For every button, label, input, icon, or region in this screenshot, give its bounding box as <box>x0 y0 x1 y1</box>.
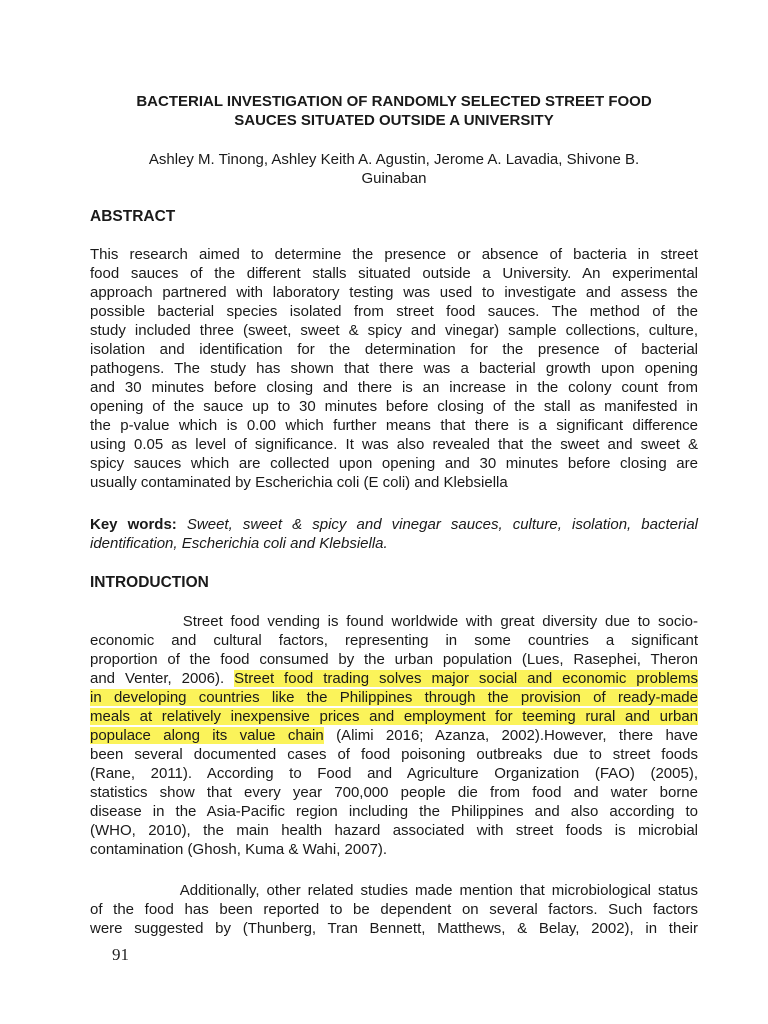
abstract-line: and 30 minutes before closing and there is an increase in the colony count from <box>90 379 698 396</box>
highlighted-text: in developing countries like the Philippines through the provision of ready-made <box>90 689 698 706</box>
abstract-heading: ABSTRACT <box>90 208 176 225</box>
abstract-line: possible bacterial species isolated from street food sauces. The method of the <box>90 303 698 320</box>
additional-paragraph <box>90 881 698 938</box>
intro-line <box>90 726 698 745</box>
paper-title-line-1: BACTERIAL INVESTIGATION OF RANDOMLY SELECTED STREET FOOD <box>136 93 652 110</box>
author-list-line-2: Guinaban <box>361 170 427 187</box>
introduction-heading: INTRODUCTION <box>90 574 209 591</box>
abstract-paragraph <box>90 245 698 492</box>
abstract-line: using 0.05 as level of significance. It was also revealed that the sweet and sweet & <box>90 436 698 453</box>
keywords-label: Key words: <box>90 516 177 533</box>
intro-line <box>90 707 698 726</box>
intro-line: statistics show that every year 700,000 people die from food and water borne <box>90 784 698 801</box>
additional-line: were suggested by (Thunberg, Tran Bennett, Matthews, & Belay, 2002), in their <box>90 920 698 937</box>
intro-line: been several documented cases of food poisoning outbreaks due to street foods <box>90 746 698 763</box>
intro-line: Street food vending is found worldwide with great diversity due to socio- <box>90 613 698 630</box>
abstract-line: pathogens. The study has shown that there was a bacterial growth upon opening <box>90 360 698 377</box>
page-number: 91 <box>112 945 129 964</box>
intro-text: and Venter, 2006). <box>90 670 235 687</box>
abstract-line: spicy sauces which are collected upon opening and 30 minutes before closing are <box>90 455 698 472</box>
abstract-line: usually contaminated by Escherichia coli (E coli) and Klebsiella <box>90 474 508 491</box>
abstract-line: study included three (sweet, sweet & spicy and vinegar) sample collections, culture, <box>90 322 698 339</box>
author-list <box>90 150 698 188</box>
intro-text: (Alimi 2016; Azanza, 2002).However, there have <box>323 727 698 744</box>
abstract-line: the p-value which is 0.00 which further means that there is a significant difference <box>90 417 698 434</box>
abstract-line: isolation and identification for the determination for the presence of bacterial <box>90 341 698 358</box>
intro-line <box>90 669 698 688</box>
intro-line: (Rane, 2011). According to Food and Agriculture Organization (FAO) (2005), <box>90 765 698 782</box>
introduction-paragraph <box>90 612 698 859</box>
keywords-text: Sweet, sweet & spicy and vinegar sauces, culture, isolation, bacterial <box>176 516 699 533</box>
document-page <box>90 0 698 1024</box>
intro-line: disease in the Asia-Pacific region including the Philippines and also according to <box>90 803 698 820</box>
keywords-paragraph <box>90 515 698 553</box>
highlighted-text: Street food trading solves major social and economic problems <box>234 670 698 687</box>
keywords-line-2: identification, Escherichia coli and Klebsiella. <box>90 535 388 552</box>
paper-title <box>90 92 698 130</box>
intro-line: proportion of the food consumed by the urban population (Lues, Rasephei, Theron <box>90 651 698 668</box>
abstract-line: approach partnered with laboratory testing was used to investigate and assess the <box>90 284 698 301</box>
highlighted-text: populace along its value chain <box>90 727 324 744</box>
intro-line: (WHO, 2010), the main health hazard associated with street foods is microbial <box>90 822 698 839</box>
highlighted-text: meals at relatively inexpensive prices and employment for teeming rural and urban <box>90 708 698 725</box>
intro-line <box>90 688 698 707</box>
additional-line: Additionally, other related studies made mention that microbiological status <box>90 882 698 899</box>
intro-line: contamination (Ghosh, Kuma & Wahi, 2007). <box>90 841 388 858</box>
keywords-line-1 <box>90 515 698 534</box>
abstract-line: opening of the sauce up to 30 minutes before closing of the stall as manifested in <box>90 398 698 415</box>
author-list-line-1: Ashley M. Tinong, Ashley Keith A. Agustin, Jerome A. Lavadia, Shivone B. <box>148 151 640 168</box>
additional-line: of the food has been reported to be dependent on several factors. Such factors <box>90 901 698 918</box>
abstract-line: This research aimed to determine the presence or absence of bacteria in street <box>90 246 698 263</box>
abstract-line: food sauces of the different stalls situated outside a University. An experimental <box>90 265 698 282</box>
paper-title-line-2: SAUCES SITUATED OUTSIDE A UNIVERSITY <box>234 112 554 129</box>
intro-line: economic and cultural factors, representing in some countries a significant <box>90 632 698 649</box>
